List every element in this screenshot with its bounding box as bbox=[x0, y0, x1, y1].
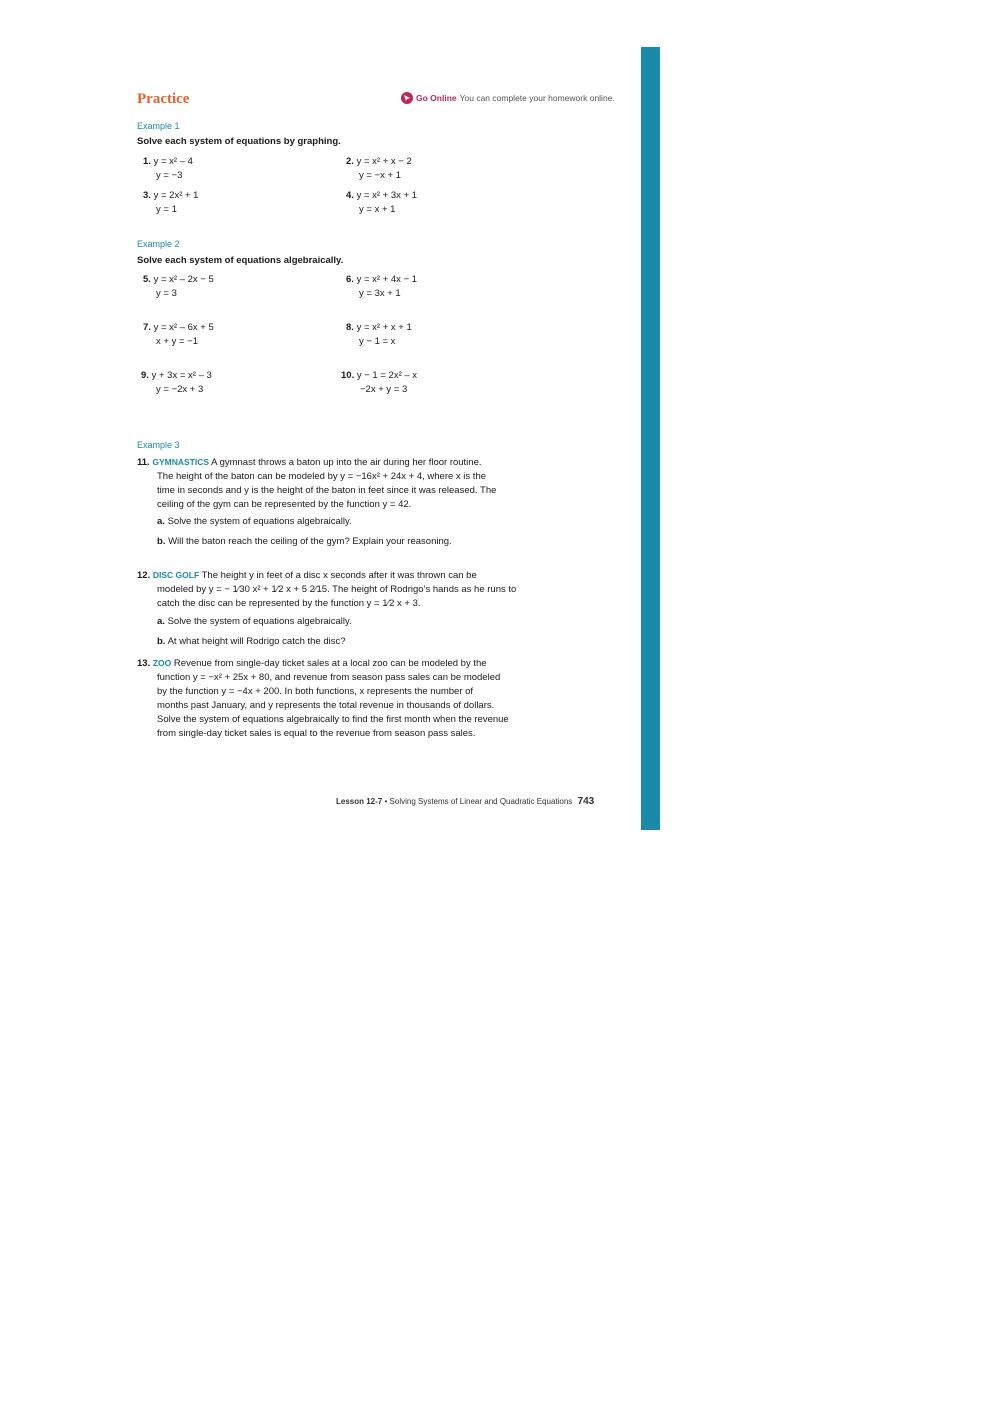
paragraph-line: catch the disc can be represented by the function y = 1⁄2 x + 3. bbox=[157, 598, 421, 609]
equation-line: y = x² – 4 bbox=[153, 156, 193, 167]
part-label: b. bbox=[157, 636, 166, 647]
problem-7 bbox=[143, 321, 214, 349]
equation-line: y = 1 bbox=[156, 204, 177, 215]
problem-5 bbox=[143, 273, 214, 301]
problem-10 bbox=[341, 369, 417, 397]
equation-line: y + 3x = x² – 3 bbox=[151, 370, 212, 381]
problem-12b bbox=[157, 636, 346, 647]
problem-11a bbox=[157, 516, 352, 527]
problem-11 bbox=[137, 455, 567, 512]
equation-line: y = x + 1 bbox=[359, 204, 396, 215]
equation-line: y = x² + x + 1 bbox=[356, 322, 412, 333]
problem-number: 10. bbox=[341, 370, 355, 381]
paragraph-line: modeled by y = − 1⁄30 x² + 1⁄2 x + 5 2⁄15. The height of Rodrigo’s hands as he runs to bbox=[157, 584, 517, 595]
paragraph-line: months past January, and y represents the total revenue in thousands of dollars. bbox=[157, 700, 495, 711]
problem-number: 9. bbox=[141, 370, 149, 381]
problem-3 bbox=[143, 189, 198, 217]
equation-line: y = 2x² + 1 bbox=[153, 190, 199, 201]
problem-number: 12. bbox=[137, 570, 151, 581]
problem-number: 11. bbox=[137, 457, 150, 468]
paragraph-line: A gymnast throws a baton up into the air during her floor routine. bbox=[211, 457, 482, 468]
equation-line: −2x + y = 3 bbox=[360, 384, 408, 395]
paragraph-line: The height of the baton can be modeled by y = −16x² + 24x + 4, where x is the bbox=[157, 471, 487, 482]
lesson-number: Lesson 12-7 bbox=[336, 797, 383, 806]
equation-line: y = −3 bbox=[156, 170, 183, 181]
page-number: 743 bbox=[577, 796, 595, 807]
paragraph-line: from single-day ticket sales is equal to the revenue from season pass sales. bbox=[157, 728, 476, 739]
part-text: Solve the system of equations algebraically. bbox=[167, 516, 352, 527]
problem-number: 7. bbox=[143, 322, 151, 333]
equation-line: y = x² + x − 2 bbox=[356, 156, 412, 167]
problem-tag: GYMNASTICS bbox=[152, 457, 209, 467]
problem-12a bbox=[157, 616, 352, 627]
problem-number: 2. bbox=[346, 156, 354, 167]
example-2-instruction: Solve each system of equations algebraically. bbox=[137, 255, 344, 266]
problem-number: 13. bbox=[137, 658, 151, 669]
problem-2 bbox=[346, 155, 412, 183]
cursor-icon bbox=[401, 92, 413, 104]
example-2-label: Example 2 bbox=[137, 239, 180, 249]
go-online-text: You can complete your homework online. bbox=[459, 93, 615, 103]
page-footer bbox=[336, 796, 594, 807]
equation-line: y − 1 = 2x² – x bbox=[356, 370, 418, 381]
problem-4 bbox=[346, 189, 417, 217]
paragraph-line: function y = −x² + 25x + 80, and revenue from season pass sales can be modeled bbox=[157, 672, 501, 683]
problem-number: 4. bbox=[346, 190, 354, 201]
problem-number: 6. bbox=[346, 274, 354, 285]
go-online-label: Go Online bbox=[416, 93, 457, 103]
equation-line: y − 1 = x bbox=[359, 336, 396, 347]
problem-11b bbox=[157, 536, 452, 547]
example-1-label: Example 1 bbox=[137, 121, 180, 131]
paragraph-line: Revenue from single-day ticket sales at a local zoo can be modeled by the bbox=[173, 658, 487, 669]
side-color-bar bbox=[641, 47, 660, 830]
problem-6 bbox=[346, 273, 417, 301]
part-text: Will the baton reach the ceiling of the gym? Explain your reasoning. bbox=[168, 536, 452, 547]
equation-line: y = 3 bbox=[156, 288, 177, 299]
part-text: Solve the system of equations algebraically. bbox=[167, 616, 352, 627]
paragraph-line: The height y in feet of a disc x seconds after it was thrown can be bbox=[201, 570, 477, 581]
part-text: At what height will Rodrigo catch the disc? bbox=[167, 636, 346, 647]
part-label: b. bbox=[157, 536, 166, 547]
equation-line: y = −x + 1 bbox=[359, 170, 401, 181]
lesson-title: Solving Systems of Linear and Quadratic Equations bbox=[389, 797, 573, 806]
equation-line: y = x² – 6x + 5 bbox=[153, 322, 214, 333]
go-online-link[interactable] bbox=[401, 92, 615, 104]
equation-line: y = 3x + 1 bbox=[359, 288, 401, 299]
paragraph-line: time in seconds and y is the height of the baton in feet since it was released. The bbox=[157, 485, 497, 496]
problem-number: 5. bbox=[143, 274, 151, 285]
page-title: Practice bbox=[137, 91, 190, 107]
problem-number: 8. bbox=[346, 322, 354, 333]
equation-line: y = x² + 3x + 1 bbox=[356, 190, 418, 201]
problem-number: 1. bbox=[143, 156, 151, 167]
problem-1 bbox=[143, 155, 193, 183]
equation-line: y = x² – 2x − 5 bbox=[153, 274, 214, 285]
problem-12 bbox=[137, 568, 567, 611]
problem-number: 3. bbox=[143, 190, 151, 201]
problem-13 bbox=[137, 656, 567, 741]
example-3-label: Example 3 bbox=[137, 440, 180, 450]
paragraph-line: by the function y = −4x + 200. In both functions, x represents the number of bbox=[157, 686, 474, 697]
equation-line: y = −2x + 3 bbox=[156, 384, 204, 395]
paragraph-line: Solve the system of equations algebraically to find the first month when the revenue bbox=[157, 714, 509, 725]
equation-line: x + y = −1 bbox=[156, 336, 198, 347]
part-label: a. bbox=[157, 516, 165, 527]
problem-8 bbox=[346, 321, 412, 349]
problem-tag: DISC GOLF bbox=[152, 570, 200, 580]
footer-separator: • bbox=[384, 797, 388, 806]
problem-9 bbox=[141, 369, 212, 397]
equation-line: y = x² + 4x − 1 bbox=[356, 274, 418, 285]
part-label: a. bbox=[157, 616, 165, 627]
example-1-instruction: Solve each system of equations by graphing. bbox=[137, 136, 341, 147]
problem-tag: ZOO bbox=[152, 658, 172, 668]
paragraph-line: ceiling of the gym can be represented by the function y = 42. bbox=[157, 499, 412, 510]
